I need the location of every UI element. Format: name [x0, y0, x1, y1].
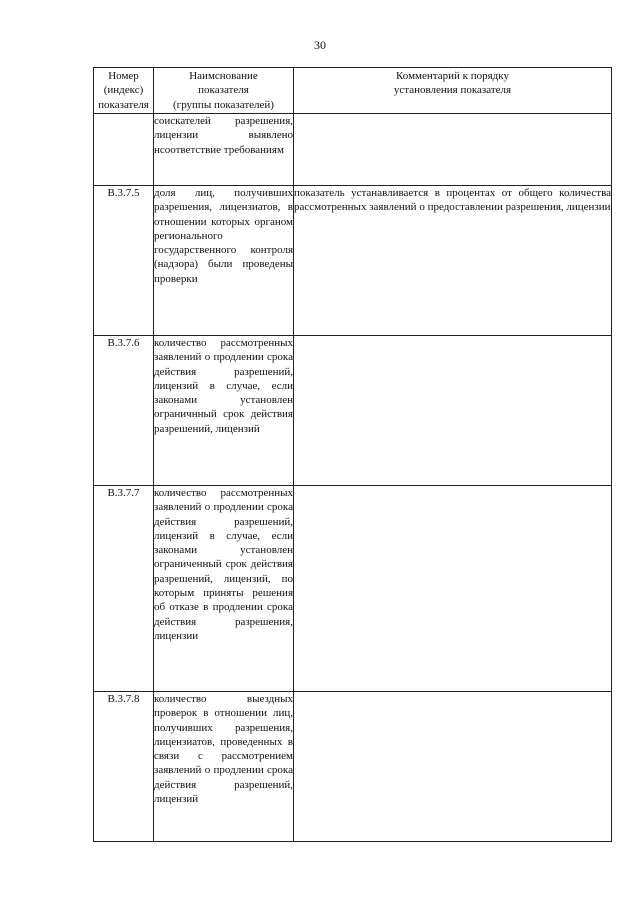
row-number: В.3.7.5	[94, 186, 154, 336]
row-number: В.3.7.7	[94, 486, 154, 692]
header-name	[154, 68, 294, 114]
table-row	[94, 486, 612, 692]
row-number	[94, 114, 154, 186]
header-name-line: Наимснование	[189, 70, 258, 82]
row-comment	[294, 692, 612, 842]
header-comment-line: установления показателя	[393, 84, 512, 97]
header-number-line: показателя	[98, 98, 149, 111]
row-name: количество рассмотренных заявлений о продлении срока действия разрешений, лицензий в случае, если законами установлен ограничнный срок действия разрешений, лицензий	[154, 336, 294, 486]
row-comment: показатель устанавливается в процентах от общего количества рассмотренных заявлений о предоставлении разрешения, лицензии	[294, 186, 612, 336]
table-row	[94, 692, 612, 842]
row-name: соискателей разрешения, лицензии выявлено нсоответствие требованиям	[154, 114, 294, 186]
row-comment	[294, 486, 612, 692]
table-row	[94, 186, 612, 336]
header-comment	[294, 68, 612, 114]
header-name-line: показателя	[198, 84, 249, 97]
indicators-table	[93, 67, 612, 842]
table-row	[94, 114, 612, 186]
row-name: количество рассмотренных заявлений о продлении срока действия разрешений, лицензий в случае, если законами установлен ограниченный срок действия разрешений, лицензий, по которым приняты решения об отказе в продлении срока действия разрешения, лицензии	[154, 486, 294, 692]
header-number-line: (индекс)	[103, 84, 144, 97]
row-name: доля лиц, получивших разрешения, лицензиатов, в отношении которых органом регионального государственного контроля (надзора) были проведены проверки	[154, 186, 294, 336]
header-name-line: (группы показателей)	[173, 98, 274, 111]
header-number-line: Номер	[108, 70, 139, 82]
row-comment	[294, 336, 612, 486]
table-header-row	[94, 68, 612, 114]
row-name: количество выездных проверок в отношении лиц, получивших разрешения, лицензиатов, проведенных в связи с рассмотрением заявлений о продлении срока действия разрешений, лицензий	[154, 692, 294, 842]
row-comment	[294, 114, 612, 186]
table-row	[94, 336, 612, 486]
header-number	[94, 68, 154, 114]
page-number: 30	[314, 38, 326, 52]
row-number: В.3.7.6	[94, 336, 154, 486]
header-comment-line: Комментарий к порядку	[396, 70, 509, 82]
row-number: В.3.7.8	[94, 692, 154, 842]
